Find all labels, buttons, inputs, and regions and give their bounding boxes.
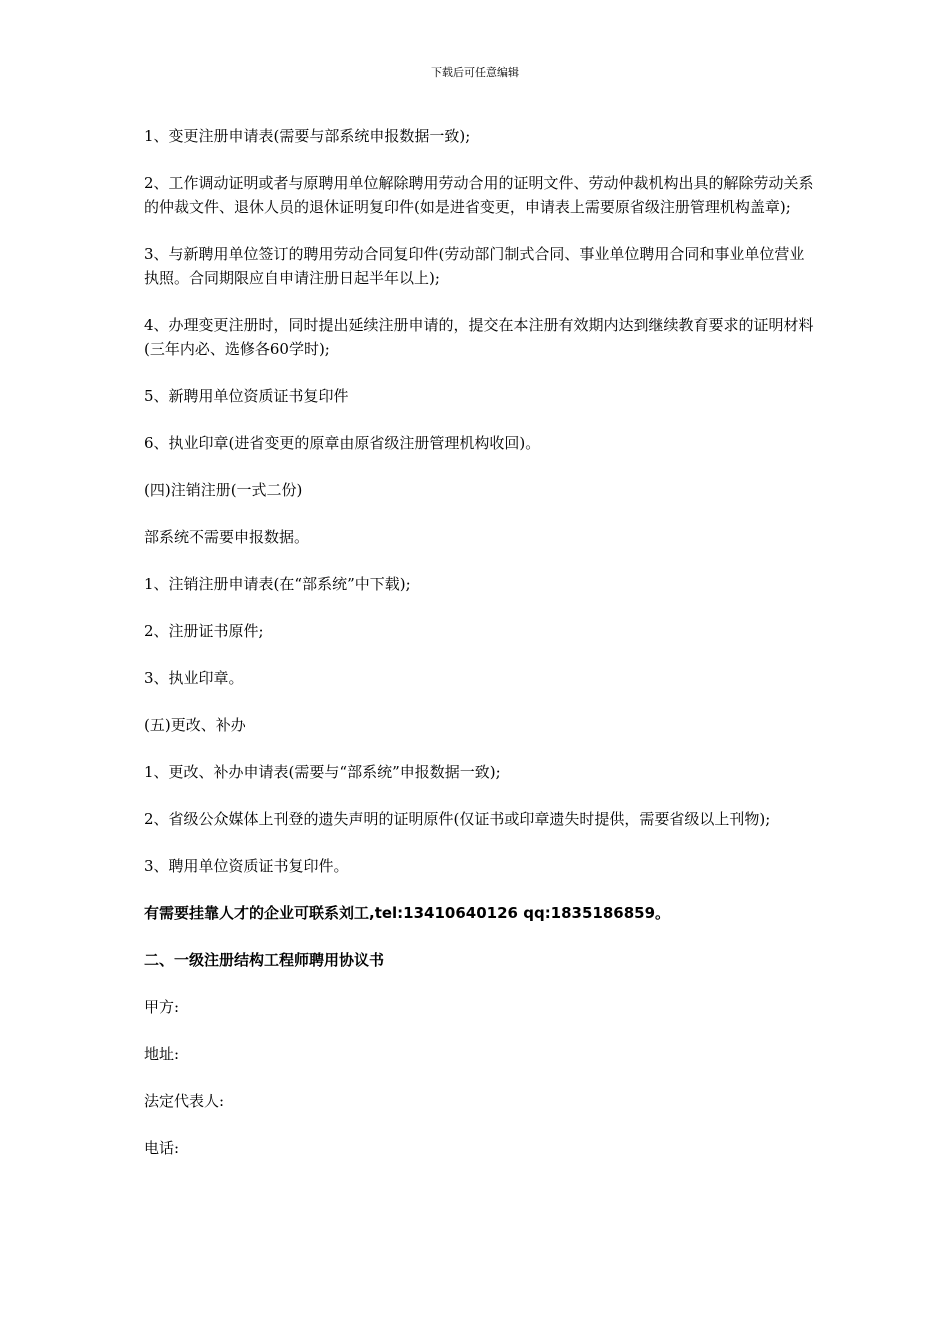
paragraph: 部系统不需要申报数据。 xyxy=(144,528,310,546)
paragraph: 电话: xyxy=(144,1139,180,1157)
paragraph: 1、注销注册申请表(在“部系统”中下载); xyxy=(144,575,411,593)
paragraph: 1、更改、补办申请表(需要与“部系统”申报数据一致); xyxy=(144,763,501,781)
paragraph: 5、新聘用单位资质证书复印件 xyxy=(144,387,349,405)
paragraph: 甲方: xyxy=(144,998,180,1016)
paragraph: (五)更改、补办 xyxy=(144,716,246,734)
paragraph: 6、执业印章(进省变更的原章由原省级注册管理机构收回)。 xyxy=(144,434,541,452)
paragraph: 3、与新聘用单位签订的聘用劳动合同复印件(劳动部门制式合同、事业单位聘用合同和事业单位营业执照。合同期限应自申请注册日起半年以上); xyxy=(144,245,805,287)
paragraph: 地址: xyxy=(144,1045,180,1063)
paragraph: 2、注册证书原件; xyxy=(144,622,264,640)
paragraph: 1、变更注册申请表(需要与部系统申报数据一致); xyxy=(144,127,471,145)
paragraph: 3、执业印章。 xyxy=(144,669,244,687)
paragraph: 2、工作调动证明或者与原聘用单位解除聘用劳动合用的证明文件、劳动仲裁机构出具的解除劳动关系的仲裁文件、退休人员的退休证明复印件(如是进省变更，申请表上需要原省级注册管理机构盖章); xyxy=(144,174,814,216)
document-body xyxy=(144,124,814,1183)
paragraph: 4、办理变更注册时，同时提出延续注册申请的，提交在本注册有效期内达到继续教育要求的证明材料(三年内必、选修各60学时); xyxy=(144,316,814,358)
paragraph: (四)注销注册(一式二份) xyxy=(144,481,303,499)
paragraph: 法定代表人: xyxy=(144,1092,225,1110)
bold-paragraph: 有需要挂靠人才的企业可联系刘工,tel:13410640126 qq:1835186859。 xyxy=(144,904,671,922)
page-header-note: 下载后可任意编辑 xyxy=(431,66,519,79)
bold-paragraph: 二、一级注册结构工程师聘用协议书 xyxy=(144,951,385,969)
paragraph: 3、聘用单位资质证书复印件。 xyxy=(144,857,349,875)
paragraph: 2、省级公众媒体上刊登的遗失声明的证明原件(仅证书或印章遗失时提供，需要省级以上刊物); xyxy=(144,810,771,828)
